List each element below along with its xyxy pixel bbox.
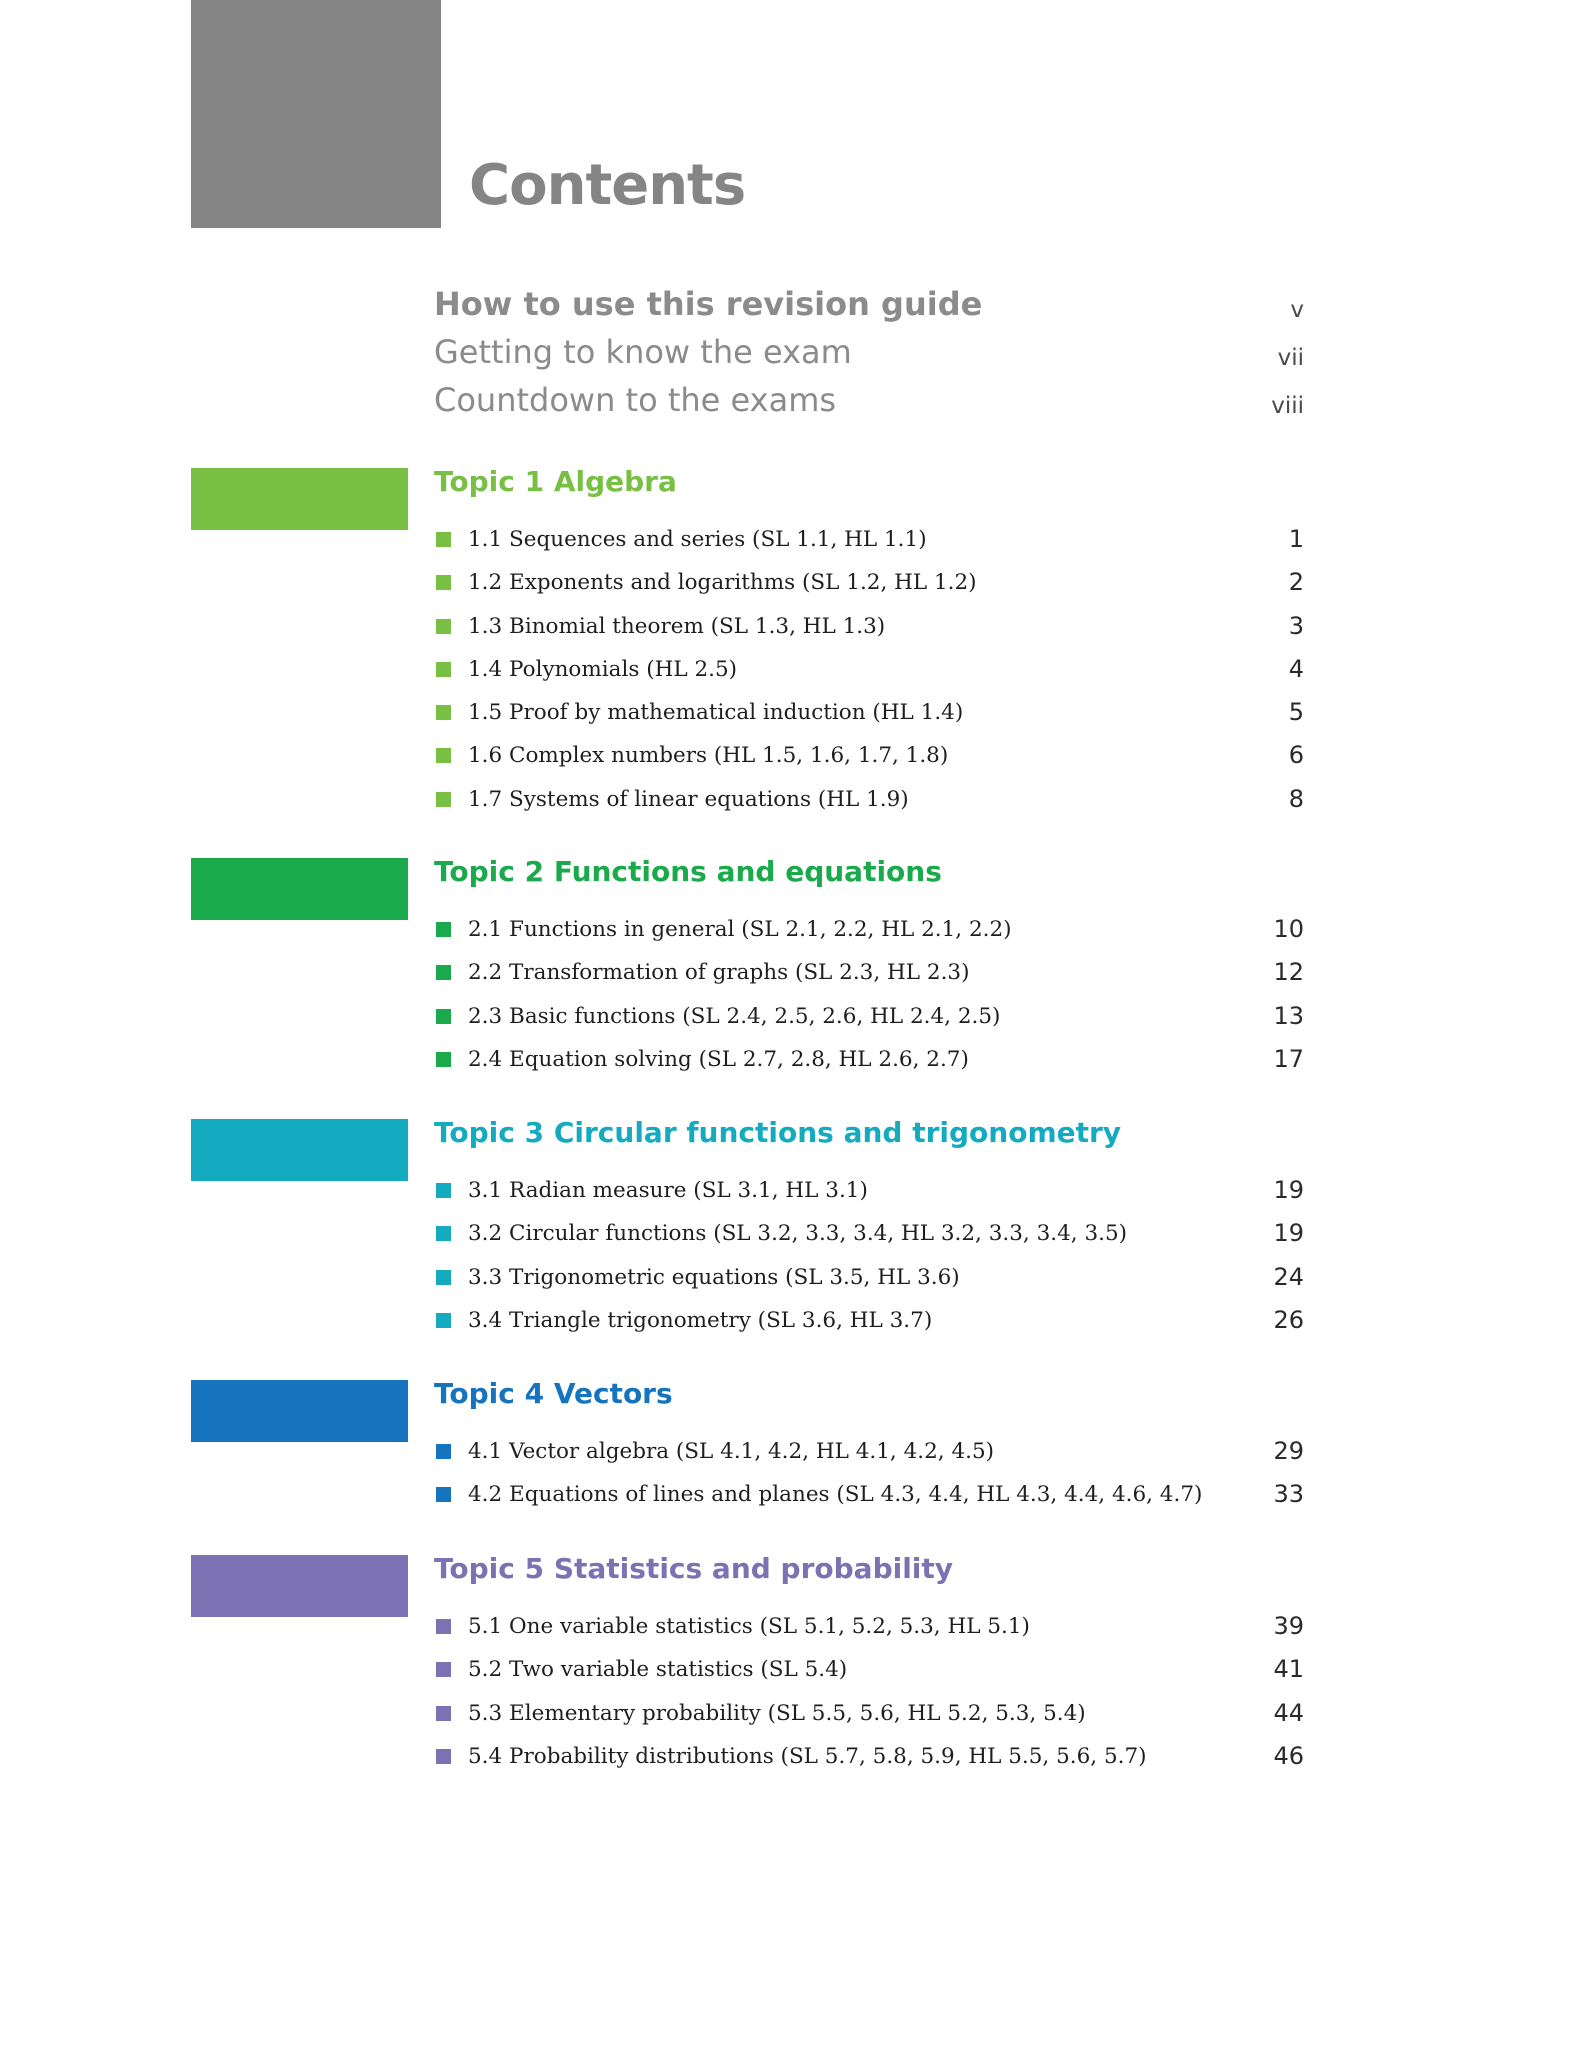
toc-entry-label: 2.4 Equation solving (SL 2.7, 2.8, HL 2.6, 2.7) xyxy=(468,1046,969,1072)
bullet-square-icon xyxy=(436,705,451,720)
toc-entry-page: 3 xyxy=(1288,611,1304,640)
bullet-square-icon xyxy=(436,922,451,937)
toc-entry[interactable] xyxy=(434,561,1304,604)
toc-entry-page: 24 xyxy=(1273,1262,1304,1291)
toc-entry-page: 12 xyxy=(1273,958,1304,987)
toc-entry[interactable] xyxy=(434,518,1304,561)
toc-entry-page: 29 xyxy=(1273,1437,1304,1465)
bullet-square-icon xyxy=(436,748,451,763)
bullet-square-icon xyxy=(436,1009,451,1024)
front-matter-label: Getting to know the exam xyxy=(434,333,852,371)
topic-color-bar xyxy=(191,1119,408,1181)
bullet-square-icon xyxy=(436,1183,451,1198)
toc-entry-label: 1.3 Binomial theorem (SL 1.3, HL 1.3) xyxy=(468,613,886,639)
toc-entry-page: 10 xyxy=(1273,915,1304,943)
toc-entry[interactable] xyxy=(434,951,1304,994)
topic-items-list xyxy=(434,1430,1304,1517)
bullet-square-icon xyxy=(436,965,451,980)
toc-entry[interactable] xyxy=(434,995,1304,1038)
toc-entry-label: 3.4 Triangle trigonometry (SL 3.6, HL 3.7) xyxy=(468,1307,933,1333)
topic-items-list xyxy=(434,1605,1304,1778)
toc-entry-label: 3.1 Radian measure (SL 3.1, HL 3.1) xyxy=(468,1178,868,1203)
bullet-square-icon xyxy=(436,1619,451,1634)
topic-items-list xyxy=(434,518,1304,821)
front-matter-page: vii xyxy=(1277,345,1304,371)
bullet-square-icon xyxy=(436,1662,451,1677)
toc-entry[interactable] xyxy=(434,1735,1304,1778)
toc-entry-label: 5.3 Elementary probability (SL 5.5, 5.6, HL 5.2, 5.3, 5.4) xyxy=(468,1700,1086,1726)
bullet-square-icon xyxy=(436,1052,451,1067)
topic-color-bar xyxy=(191,1380,408,1442)
front-matter-entry[interactable] xyxy=(434,328,1304,376)
bullet-square-icon xyxy=(436,532,451,547)
topic-title[interactable]: Topic 4 Vectors xyxy=(434,1377,673,1410)
toc-entry[interactable] xyxy=(434,1299,1304,1342)
toc-entry-page: 19 xyxy=(1273,1219,1304,1248)
front-matter-list xyxy=(434,280,1304,424)
toc-entry-label: 1.7 Systems of linear equations (HL 1.9) xyxy=(468,786,909,812)
toc-entry-page: 46 xyxy=(1273,1741,1304,1770)
toc-entry[interactable] xyxy=(434,691,1304,734)
toc-entry-label: 4.2 Equations of lines and planes (SL 4.3, 4.4, HL 4.3, 4.4, 4.6, 4.7) xyxy=(468,1482,1203,1508)
toc-entry-page: 13 xyxy=(1273,1001,1304,1030)
front-matter-page: viii xyxy=(1271,393,1304,419)
topic-color-bar xyxy=(191,858,408,920)
bullet-square-icon xyxy=(436,1487,451,1502)
toc-entry-label: 5.1 One variable statistics (SL 5.1, 5.2, 5.3, HL 5.1) xyxy=(468,1614,1030,1639)
bullet-square-icon xyxy=(436,575,451,590)
toc-entry[interactable] xyxy=(434,1692,1304,1735)
page-title: Contents xyxy=(469,153,746,218)
front-matter-label: Countdown to the exams xyxy=(434,381,837,419)
toc-entry[interactable] xyxy=(434,1473,1304,1516)
toc-entry[interactable] xyxy=(434,1212,1304,1255)
toc-entry[interactable] xyxy=(434,1605,1304,1648)
toc-entry-page: 33 xyxy=(1273,1480,1304,1509)
toc-entry-label: 3.3 Trigonometric equations (SL 3.5, HL 3.6) xyxy=(468,1264,960,1290)
front-matter-entry[interactable] xyxy=(434,376,1304,424)
toc-entry-label: 4.1 Vector algebra (SL 4.1, 4.2, HL 4.1, 4.2, 4.5) xyxy=(468,1439,995,1464)
toc-entry-label: 1.1 Sequences and series (SL 1.1, HL 1.1) xyxy=(468,527,927,552)
topic-title[interactable]: Topic 2 Functions and equations xyxy=(434,855,942,888)
toc-entry-label: 2.3 Basic functions (SL 2.4, 2.5, 2.6, HL 2.4, 2.5) xyxy=(468,1003,1001,1029)
toc-entry[interactable] xyxy=(434,648,1304,691)
toc-entry[interactable] xyxy=(434,1648,1304,1691)
toc-entry-label: 1.6 Complex numbers (HL 1.5, 1.6, 1.7, 1.8) xyxy=(468,743,949,769)
front-matter-entry[interactable] xyxy=(434,280,1304,328)
toc-entry-page: 4 xyxy=(1288,654,1304,683)
toc-entry-page: 19 xyxy=(1273,1176,1304,1204)
bullet-square-icon xyxy=(436,792,451,807)
toc-entry[interactable] xyxy=(434,734,1304,777)
bullet-square-icon xyxy=(436,619,451,634)
topic-title[interactable]: Topic 3 Circular functions and trigonometry xyxy=(434,1116,1122,1149)
toc-entry[interactable] xyxy=(434,1038,1304,1081)
toc-entry-page: 41 xyxy=(1273,1655,1304,1684)
toc-entry-page: 6 xyxy=(1288,741,1304,770)
toc-entry-page: 39 xyxy=(1273,1612,1304,1640)
front-matter-page: v xyxy=(1290,297,1304,323)
toc-entry-label: 1.4 Polynomials (HL 2.5) xyxy=(468,656,738,682)
toc-entry-page: 2 xyxy=(1288,568,1304,597)
topic-title[interactable]: Topic 5 Statistics and probability xyxy=(434,1552,954,1585)
toc-entry-page: 17 xyxy=(1273,1044,1304,1073)
bullet-square-icon xyxy=(436,1706,451,1721)
toc-entry-label: 2.1 Functions in general (SL 2.1, 2.2, HL 2.1, 2.2) xyxy=(468,917,1012,942)
toc-entry[interactable] xyxy=(434,605,1304,648)
bullet-square-icon xyxy=(436,1313,451,1328)
toc-entry-label: 1.5 Proof by mathematical induction (HL 1.4) xyxy=(468,700,964,726)
toc-entry-label: 3.2 Circular functions (SL 3.2, 3.3, 3.4, HL 3.2, 3.3, 3.4, 3.5) xyxy=(468,1221,1128,1247)
toc-entry-page: 1 xyxy=(1288,525,1304,553)
topic-color-bar xyxy=(191,1555,408,1617)
toc-entry-label: 5.4 Probability distributions (SL 5.7, 5.8, 5.9, HL 5.5, 5.6, 5.7) xyxy=(468,1743,1147,1769)
toc-entry-label: 1.2 Exponents and logarithms (SL 1.2, HL 1.2) xyxy=(468,570,977,596)
bullet-square-icon xyxy=(436,662,451,677)
bullet-square-icon xyxy=(436,1444,451,1459)
front-matter-label: How to use this revision guide xyxy=(434,285,983,323)
toc-entry[interactable] xyxy=(434,778,1304,821)
topic-items-list xyxy=(434,1169,1304,1342)
toc-entry[interactable] xyxy=(434,1169,1304,1212)
toc-entry-page: 26 xyxy=(1273,1305,1304,1334)
topic-color-bar xyxy=(191,468,408,530)
topic-title[interactable]: Topic 1 Algebra xyxy=(434,465,677,498)
bullet-square-icon xyxy=(436,1749,451,1764)
topic-items-list xyxy=(434,908,1304,1081)
toc-entry-label: 2.2 Transformation of graphs (SL 2.3, HL 2.3) xyxy=(468,960,970,986)
toc-entry-label: 5.2 Two variable statistics (SL 5.4) xyxy=(468,1657,848,1683)
corner-grey-block xyxy=(191,0,441,228)
toc-entry-page: 5 xyxy=(1288,698,1304,727)
toc-entry[interactable] xyxy=(434,908,1304,951)
toc-entry[interactable] xyxy=(434,1430,1304,1473)
toc-entry[interactable] xyxy=(434,1256,1304,1299)
toc-entry-page: 44 xyxy=(1273,1698,1304,1727)
bullet-square-icon xyxy=(436,1270,451,1285)
toc-entry-page: 8 xyxy=(1288,784,1304,813)
bullet-square-icon xyxy=(436,1226,451,1241)
